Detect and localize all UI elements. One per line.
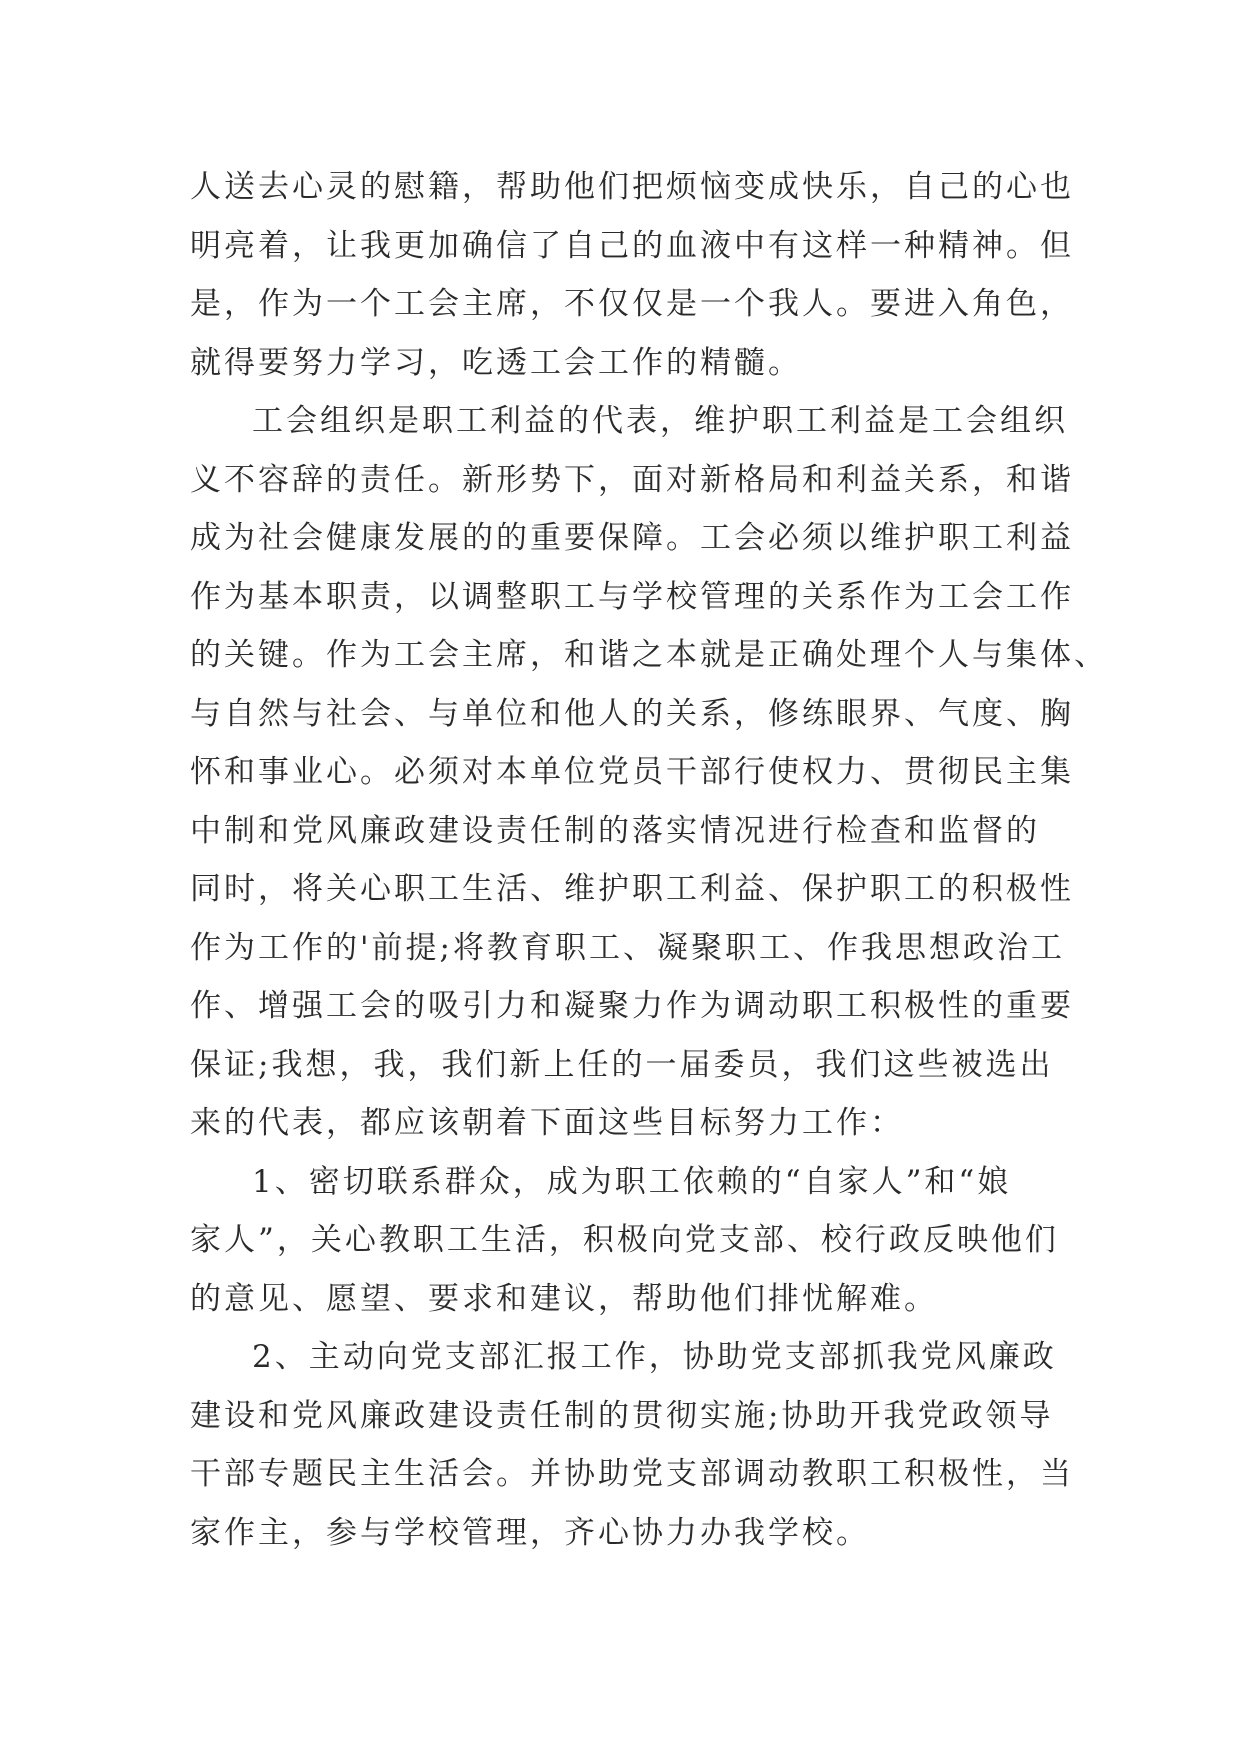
text-line: 的意见、愿望、要求和建议，帮助他们排忧解难。 bbox=[190, 1280, 938, 1317]
body-text bbox=[190, 158, 1108, 1562]
text-line: 中制和党风廉政建设责任制的落实情况进行检查和监督的 bbox=[190, 812, 1040, 849]
text-line: 人送去心灵的慰籍，帮助他们把烦恼变成快乐，自己的心也 bbox=[190, 169, 1074, 205]
text-line: 干部专题民主生活会。并协助党支部调动教职工积极性，当 bbox=[190, 1456, 1074, 1492]
text-line: 是，作为一个工会主席，不仅仅是一个我人。要进入角色， bbox=[190, 286, 1074, 322]
paragraph-start-line: 工会组织是职工利益的代表，维护职工利益是工会组织 bbox=[252, 403, 1068, 439]
text-line: 家作主，参与学校管理，齐心协力办我学校。 bbox=[190, 1514, 870, 1551]
text-line: 作为基本职责，以调整职工与学校管理的关系作为工会工作 bbox=[190, 578, 1074, 615]
text-line: 来的代表，都应该朝着下面这些目标努力工作： bbox=[190, 1105, 904, 1141]
text-line: 怀和事业心。必须对本单位党员干部行使权力、贯彻民主集 bbox=[190, 754, 1074, 790]
text-line: 与自然与社会、与单位和他人的关系，修练眼界、气度、胸 bbox=[190, 695, 1074, 732]
list-item-1-start: 1、密切联系群众，成为职工依赖的“自家人”和“娘 bbox=[252, 1163, 1012, 1200]
text-line: 就得要努力学习，吃透工会工作的精髓。 bbox=[190, 344, 802, 381]
text-line: 义不容辞的责任。新形势下，面对新格局和利益关系，和谐 bbox=[190, 461, 1074, 498]
text-line: 同时，将关心职工生活、维护职工利益、保护职工的积极性 bbox=[190, 871, 1074, 907]
text-line: 的关键。作为工会主席，和谐之本就是正确处理个人与集体、 bbox=[190, 637, 1108, 673]
text-line: 成为社会健康发展的的重要保障。工会必须以维护职工利益 bbox=[190, 520, 1074, 556]
text-line: 作为工作的'前提;将教育职工、凝聚职工、作我思想政治工 bbox=[190, 929, 1065, 966]
list-item-2-start: 2、主动向党支部汇报工作，协助党支部抓我党风廉政 bbox=[252, 1339, 1057, 1375]
text-line: 保证;我想，我，我们新上任的一届委员，我们这些被选出 bbox=[190, 1046, 1054, 1083]
text-line: 作、增强工会的吸引力和凝聚力作为调动职工积极性的重要 bbox=[190, 988, 1074, 1024]
text-line: 明亮着，让我更加确信了自己的血液中有这样一种精神。但 bbox=[190, 227, 1074, 264]
text-line: 家人”，关心教职工生活，积极向党支部、校行政反映他们 bbox=[190, 1222, 1059, 1258]
text-line: 建设和党风廉政建设责任制的贯彻实施;协助开我党政领导 bbox=[190, 1397, 1054, 1434]
